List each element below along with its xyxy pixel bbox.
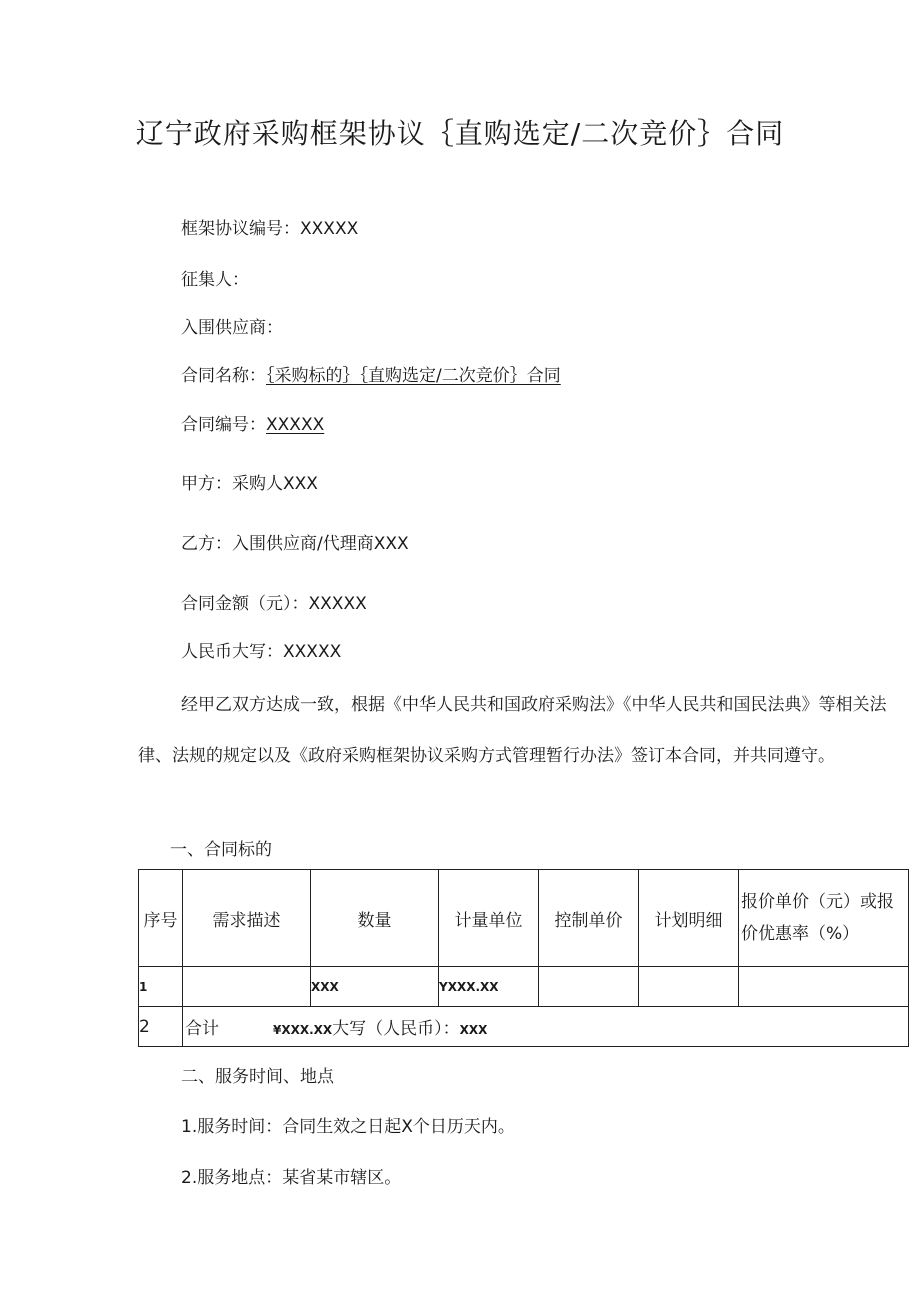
table-total-row [139, 1007, 909, 1047]
contract-no [181, 410, 324, 435]
contract-items-table [138, 869, 909, 1047]
section-1-heading: 一、合同标的 [170, 840, 272, 860]
total-amount-text: 大写（人民币）： [332, 1019, 460, 1039]
document-title: 辽宁政府采购框架协议｛直购选定/二次竞价｝合同 [135, 117, 785, 150]
contract-no-label: 合同编号： [181, 415, 266, 435]
col-quote-price: 报价单价（元）或报价优惠率（%） [739, 870, 909, 967]
col-unit: 计量单位 [439, 870, 539, 967]
contract-name [181, 361, 561, 386]
cell-plan-detail [639, 967, 739, 1007]
total-amount-num: ¥XXX.XX [273, 1023, 333, 1037]
cell-unit: YXXX.XX [439, 967, 539, 1007]
col-index: 序号 [139, 870, 183, 967]
contract-name-label: 合同名称： [181, 366, 266, 386]
framework-no: 框架协议编号：XXXXX [181, 219, 359, 239]
cell-index: 2 [139, 1007, 183, 1047]
contract-amount: 合同金额（元）：XXXXX [181, 594, 367, 614]
cell-quote-price [739, 967, 909, 1007]
contract-no-value: XXXXX [266, 415, 325, 435]
col-description: 需求描述 [183, 870, 311, 967]
collector: 征集人： [181, 270, 249, 290]
party-a: 甲方：采购人XXX [181, 474, 318, 494]
amount-rmb: 人民币大写：XXXXX [181, 642, 342, 662]
intro-paragraph: 经甲乙双方达成一致，根据《中华人民共和国政府采购法》《中华人民共和国民法典》等相关法律、法规的规定以及《政府采购框架协议采购方式管理暂行办法》签订本合同，并共同遵守。 [138, 695, 887, 766]
contract-name-value: ｛采购标的｝｛直购选定/二次竞价｝合同 [266, 366, 561, 386]
service-time: 1.服务时间：合同生效之日起X个日历天内。 [181, 1117, 515, 1137]
cell-index: 1 [139, 967, 183, 1007]
service-place: 2.服务地点：某省某市辖区。 [181, 1168, 402, 1188]
col-quantity: 数量 [311, 870, 439, 967]
cell-control-price [539, 967, 639, 1007]
table-header-row [139, 870, 909, 967]
col-plan-detail: 计划明细 [639, 870, 739, 967]
total-label: 合计 [185, 1019, 219, 1039]
col-control-price: 控制单价 [539, 870, 639, 967]
supplier: 入围供应商： [181, 318, 283, 338]
total-amount-rmb: XXX [459, 1023, 488, 1037]
party-b: 乙方：入围供应商/代理商XXX [181, 534, 409, 554]
cell-description [183, 967, 311, 1007]
section-2-heading: 二、服务时间、地点 [181, 1067, 334, 1087]
table-row [139, 967, 909, 1007]
cell-quantity: XXX [311, 967, 439, 1007]
total-cell [183, 1007, 909, 1047]
